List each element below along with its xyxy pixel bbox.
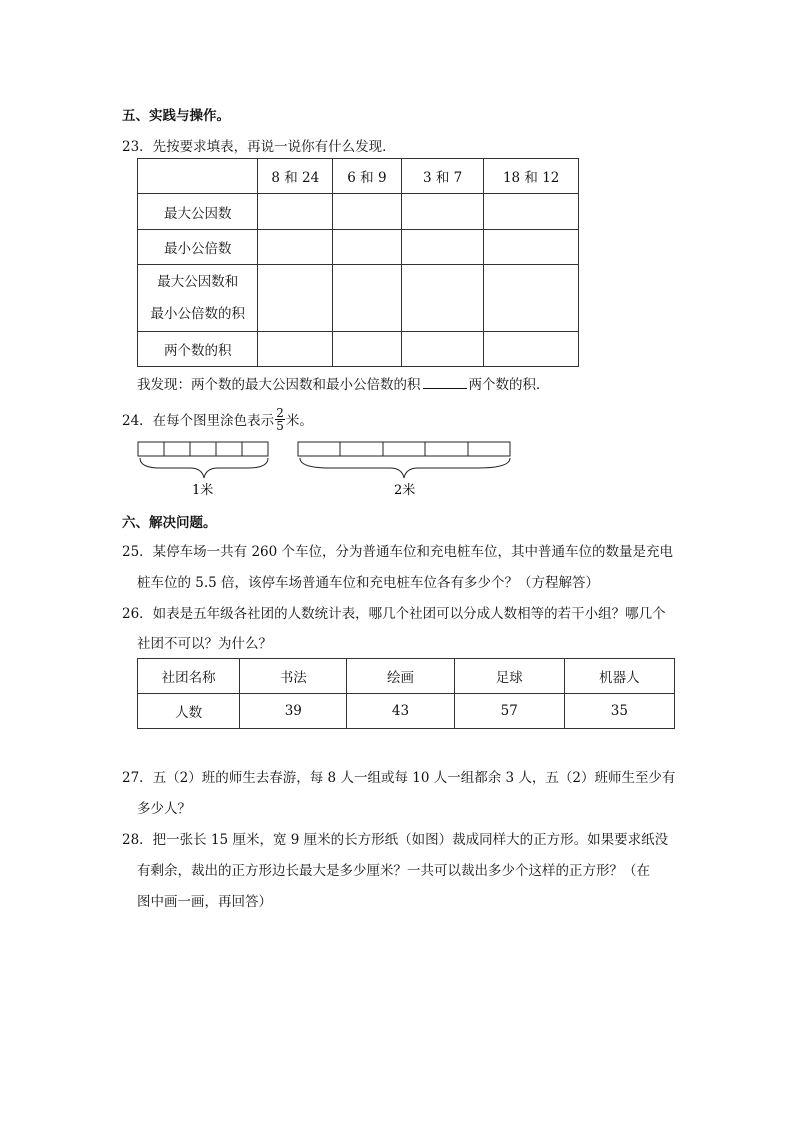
q24-bar-2-label: 2米	[394, 483, 416, 498]
q26-line2: 社团不可以？为什么？	[137, 636, 272, 652]
q24-brace-2	[300, 458, 510, 478]
q26-line1: 26．如表是五年级各社团的人数统计表，哪几个社团可以分成人数相等的若干小组？哪几个	[122, 606, 666, 622]
q23-blank-cell[interactable]	[484, 265, 579, 332]
q24-brace-1	[140, 458, 268, 478]
q28-line3: 图中画一画，再回答）	[137, 894, 272, 910]
q24-figure	[130, 436, 530, 506]
q23-row-label: 两个数的积	[138, 332, 258, 367]
q26-value-cell: 39	[240, 694, 347, 729]
q23-header-cell: 8 和 24	[258, 159, 333, 194]
section-5-title: 五、实践与操作。	[122, 108, 230, 124]
q24-bar-2-outline	[298, 442, 510, 456]
q24-bar-1[interactable]	[138, 442, 268, 456]
q23-row-label: 最大公因数	[138, 194, 258, 230]
q23-row-lcm	[138, 230, 579, 265]
q23-blank-cell[interactable]	[258, 265, 333, 332]
q25-line1: 25．某停车场一共有 260 个车位，分为普通车位和充电桩车位，其中普通车位的数量是充电	[122, 544, 674, 560]
q26-value-cell: 43	[347, 694, 454, 729]
q23-prompt: 23．先按要求填表，再说一说你有什么发现．	[122, 139, 396, 155]
q23-row-product-gcd-lcm	[138, 265, 579, 332]
q24-bar-2[interactable]	[298, 442, 510, 456]
q23-blank-cell[interactable]	[401, 332, 484, 367]
q23-blank-cell[interactable]	[258, 332, 333, 367]
q23-blank-cell[interactable]	[333, 332, 402, 367]
q26-table	[137, 658, 675, 729]
section-6-title: 六、解决问题。	[122, 515, 217, 531]
q26-header-cell: 机器人	[564, 659, 674, 694]
q24-fraction	[275, 407, 285, 432]
q26-value-cell: 35	[564, 694, 674, 729]
q26-header-cell: 足球	[454, 659, 564, 694]
q23-finding-text-end: 两个数的积．	[468, 377, 550, 393]
q23-row-label-line1: 最大公因数和	[157, 274, 239, 290]
q24-fraction-denominator: 5	[276, 418, 284, 433]
q23-table	[137, 158, 579, 367]
q23-header-corner	[138, 159, 258, 194]
q25-line2: 桩车位的 5.5 倍，该停车场普通车位和充电桩车位各有多少个？（方程解答）	[137, 575, 600, 591]
q23-blank-cell[interactable]	[258, 230, 333, 265]
q23-blank-cell[interactable]	[333, 194, 402, 230]
q23-header-cell: 6 和 9	[333, 159, 402, 194]
q23-header-row	[138, 159, 579, 194]
q23-row-gcd	[138, 194, 579, 230]
q23-blank-cell[interactable]	[484, 194, 579, 230]
q24-prompt	[122, 403, 313, 435]
q26-header-cell: 社团名称	[138, 659, 240, 694]
q23-blank-cell[interactable]	[484, 332, 579, 367]
q23-row-label-line2: 最小公倍数的积	[150, 306, 245, 322]
q24-prompt-text: 24．在每个图里涂色表示	[122, 413, 275, 429]
q23-blank-cell[interactable]	[484, 230, 579, 265]
q23-header-cell: 18 和 12	[484, 159, 579, 194]
q26-header-row	[138, 659, 675, 694]
q23-blank-cell[interactable]	[258, 194, 333, 230]
q24-prompt-unit: 米。	[285, 413, 313, 429]
q26-row-label: 人数	[138, 694, 240, 729]
q23-row-product	[138, 332, 579, 367]
q23-blank-cell[interactable]	[333, 230, 402, 265]
q24-bar-1-outline	[138, 442, 268, 456]
q23-row-label-multiline	[138, 265, 258, 332]
q24-fraction-numerator: 2	[276, 405, 284, 420]
q23-answer-blank[interactable]	[423, 376, 467, 389]
q23-header-cell: 3 和 7	[401, 159, 484, 194]
q28-line1: 28．把一张长 15 厘米，宽 9 厘米的长方形纸（如图）裁成同样大的正方形。如果要求纸没	[122, 832, 669, 848]
q23-blank-cell[interactable]	[401, 194, 484, 230]
q23-row-label: 最小公倍数	[138, 230, 258, 265]
q27-line1: 27．五（2）班的师生去春游，每 8 人一组或每 10 人一组都余 3 人，五（2）班师生至少有	[122, 770, 676, 786]
q23-blank-cell[interactable]	[401, 265, 484, 332]
q28-line2: 有剩余，裁出的正方形边长最大是多少厘米？一共可以裁出多少个这样的正方形？（在	[137, 863, 650, 879]
q23-finding-text: 我发现：两个数的最大公因数和最小公倍数的积	[137, 377, 421, 393]
q23-finding	[137, 373, 550, 393]
q26-value-cell: 57	[454, 694, 564, 729]
q23-blank-cell[interactable]	[401, 230, 484, 265]
q26-header-cell: 绘画	[347, 659, 454, 694]
q26-header-cell: 书法	[240, 659, 347, 694]
q24-bar-1-label: 1米	[192, 483, 214, 498]
q26-data-row	[138, 694, 675, 729]
q27-line2: 多少人？	[137, 801, 191, 817]
q23-blank-cell[interactable]	[333, 265, 402, 332]
